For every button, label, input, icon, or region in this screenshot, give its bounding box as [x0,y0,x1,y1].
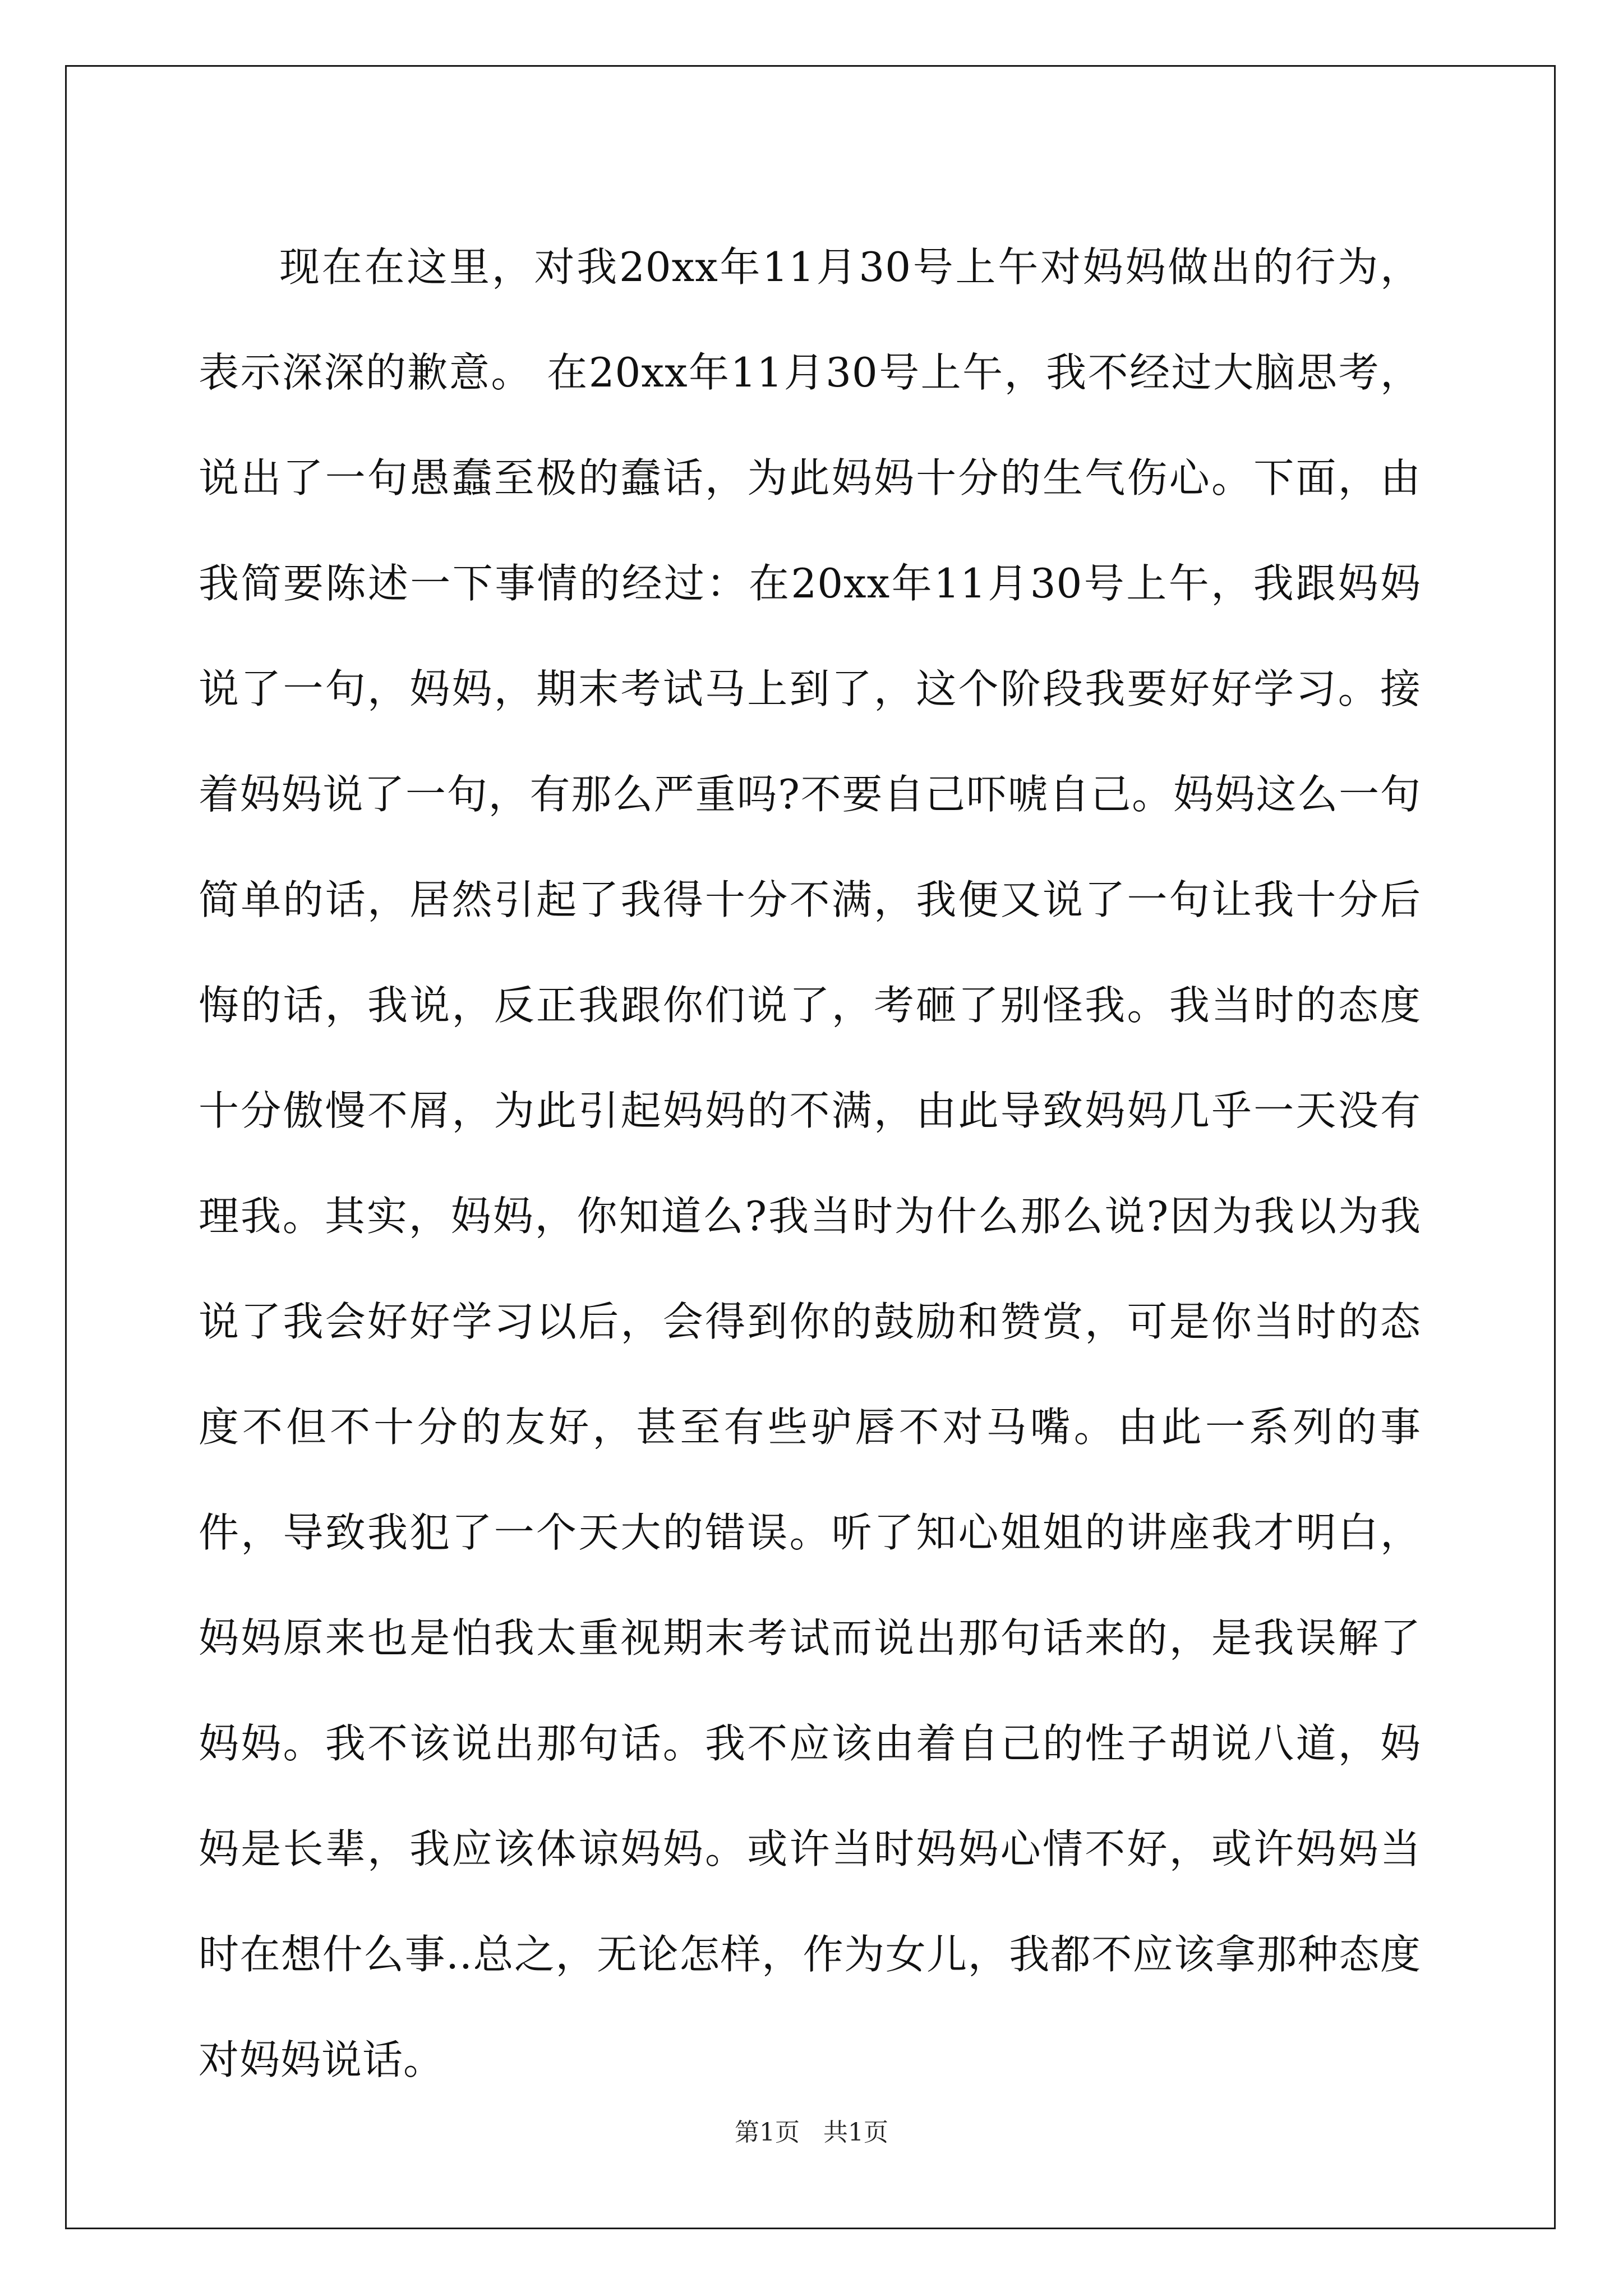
page-number-footer: 第1页 共1页 [735,2118,888,2147]
letter-body-paragraph: 现在在这里，对我20xx年11月30号上午对妈妈做出的行为，表示深深的歉意。 在20xx年11月30号上午，我不经过大脑思考，说出了一句愚蠢至极的蠢话，为此妈妈十分的生气伤心。下面，由我简要陈述一下事情的经过：在20xx年11月30号上午，我跟妈妈说了一句，妈妈，期末考试马上到了，这个阶段我要好好学习。接着妈妈说了一句，有那么严重吗?不要自己吓唬自己。妈妈这么一句简单的话，居然引起了我得十分不满，我便又说了一句让我十分后悔的话，我说，反正我跟你们说了，考砸了别怪我。我当时的态度十分傲慢不屑，为此引起妈妈的不满，由此导致妈妈几乎一天没有理我。其实，妈妈，你知道么?我当时为什么那么说?因为我以为我说了我会好好学习以后，会得到你的鼓励和赞赏，可是你当时的态度不但不十分的友好，甚至有些驴唇不对马嘴。由此一系列的事件，导致我犯了一个天大的错误。听了知心姐姐的讲座我才明白，妈妈原来也是怕我太重视期末考试而说出那句话来的，是我误解了妈妈。我不该说出那句话。我不应该由着自己的性子胡说八道，妈妈是长辈，我应该体谅妈妈。或许当时妈妈心情不好，或许妈妈当时在想什么事..总之，无论怎样，作为女儿，我都不应该拿那种态度对妈妈说话。 [199,243,1421,2083]
